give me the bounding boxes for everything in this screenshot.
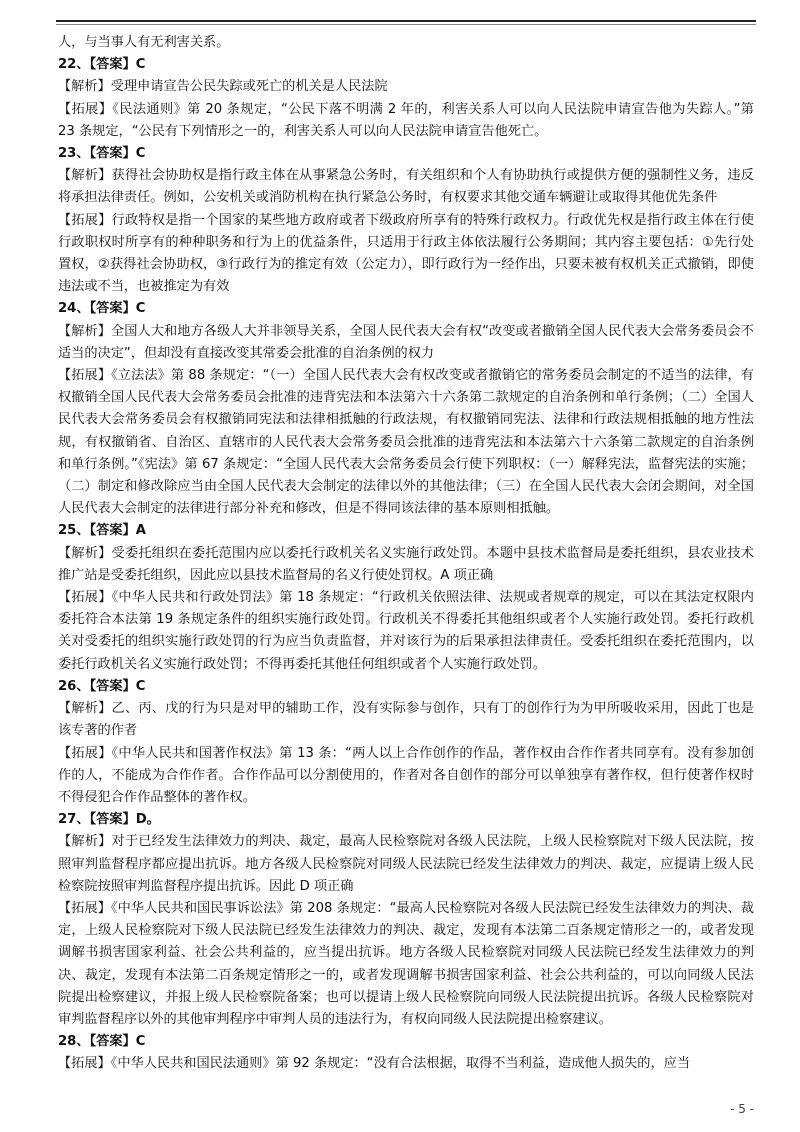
answer-heading: 25、【答案】A	[58, 523, 146, 539]
paragraph: 【解析】获得社会协助权是指行政主体在从事紧急公务时，有关组织和个人有协助执行或提供方便的强制性义务，违反将承担法律责任。例如，公安机关或消防机构在执行紧急公务时，有权要求其他交通车辆避让或取得其他优先条件	[58, 168, 754, 206]
paragraph: 【拓展】《中华人民共和国民事诉讼法》第 208 条规定：“最高人民检察院对各级人民法院已经发生法律效力的判决、裁定，上级人民检察院对下级人民法院已经发生法律效力的判决、裁定，发现有本法第二百条规定情形之一的，或者发现调解书损害国家利益、社会公共利益的，应当提出抗诉。地方各级人民检察院对同级人民法院已经发生法律效力的判决、裁定，发现有本法第二百条规定情形之一的，或者发现调解书损害国家利益、社会公共利益的，可以向同级人民法院提出检察建议，并报上级人民检察院备案；也可以提请上级人民检察院向同级人民法院提出抗诉。各级人民检察院对审判监督程序以外的其他审判程序中审判人员的违法行为，有权向同级人民法院提出检察建议。	[58, 900, 754, 1027]
answer-heading: 26、【答案】C	[58, 678, 146, 694]
paragraph: 【解析】受委托组织在委托范围内应以委托行政机关名义实施行政处罚。本题中县技术监督局是委托组织，县农业技术推广站是受委托组织，因此应以县技术监督局的名义行使处罚权。A 项正确	[58, 545, 754, 583]
answer-heading: 24、【答案】C	[58, 301, 146, 317]
header-rule-thin	[56, 24, 756, 25]
paragraph: 【拓展】《中华人民共和行政处罚法》第 18 条规定：“行政机关依照法律、法规或者规章的规定，可以在其法定权限内委托符合本法第 19 条规定条件的组织实施行政处罚。行政机关不得委托其他组织或者个人实施行政处罚。委托行政机关对受委托的组织实施行政处罚的行为应当负责监督，并对该行为的后果承担法律责任。受委托组织在委托范围内，以委托行政机关名义实施行政处罚；不得再委托其他任何组织或者个人实施行政处罚。	[58, 590, 754, 672]
paragraph: 人，与当事人有无利害关系。	[58, 35, 230, 50]
paragraph: 【解析】乙、丙、戊的行为只是对甲的辅助工作，没有实际参与创作，只有丁的创作行为为甲所吸收采用，因此丁也是该专著的作者	[58, 701, 754, 739]
paragraph: 【拓展】《中华人民共和国著作权法》第 13 条：“两人以上合作创作的作品，著作权由合作作者共同享有。没有参加创作的人，不能成为合作作者。合作作品可以分割使用的，作者对各自创作的部分可以单独享有著作权，但行使著作权时不得侵犯合作作品整体的著作权。	[58, 745, 754, 805]
paragraph: 【拓展】《民法通则》第 20 条规定，“公民下落不明满 2 年的，利害关系人可以向人民法院申请宣告他为失踪人。”第 23 条规定，“公民有下列情形之一的，利害关系人可以向人民法院申请宣告他死亡。	[58, 101, 754, 139]
paragraph: 【解析】受理申请宣告公民失踪或死亡的机关是人民法院	[58, 79, 388, 95]
paragraph: 【解析】对于已经发生法律效力的判决、裁定，最高人民检察院对各级人民法院，上级人民检察院对下级人民法院，按照审判监督程序都应提出抗诉。地方各级人民检察院对同级人民法院已经发生法律效力的判决、裁定，应提请上级人民检察院按照审判监督程序提出抗诉。因此 D 项正确	[58, 834, 754, 894]
answer-heading: 23、【答案】C	[58, 146, 146, 162]
header-rule	[56, 20, 756, 22]
paragraph: 【解析】全国人大和地方各级人大并非领导关系，全国人民代表大会有权“改变或者撤销全国人民代表大会常务委员会不适当的决定”，但却没有直接改变其常委会批准的自治条例的权力	[58, 323, 754, 361]
answer-heading: 28、【答案】C	[58, 1034, 146, 1050]
paragraph: 【拓展】行政特权是指一个国家的某些地方政府或者下级政府所享有的特殊行政权力。行政优先权是指行政主体在行使行政职权时所享有的种种职务和行为上的优益条件，只适用于行政主体依法履行公务期间；其内容主要包括：①先行处置权，②获得社会协助权，③行政行为的推定有效（公定力），即行政行为一经作出，只要未被有权机关正式撤销，即使违法或不当，也被推定为有效	[58, 212, 754, 295]
page-number: - 5 -	[730, 1102, 754, 1116]
paragraph: 【拓展】《立法法》第 88 条规定：“（一）全国人民代表大会有权改变或者撤销它的常务委员会制定的不适当的法律，有权撤销全国人民代表大会常务委员会批准的违背宪法和本法第六十六条第二款规定的自治条例和单行条例；（二）全国人民代表大会常务委员会有权撤销同宪法和法律相抵触的行政法规，有权撤销同宪法、法律和行政法规相抵触的地方性法规，有权撤销省、自治区、直辖市的人民代表大会常务委员会批准的违背宪法和本法第六十六条第二款规定的自治条例和单行条例。”《宪法》第 67 条规定：“全国人民代表大会常务委员会行使下列职权：（一）解释宪法，监督宪法的实施；（二）制定和修改除应当由全国人民代表大会制定的法律以外的其他法律；（三）在全国人民代表大会闭会期间，对全国人民代表大会制定的法律进行部分补充和修改，但是不得同该法律的基本原则相抵触。	[58, 368, 754, 517]
answer-heading: 22、【答案】C	[58, 57, 146, 73]
answer-heading: 27、【答案】D。	[58, 812, 160, 828]
document-body	[58, 32, 754, 1076]
paragraph: 【拓展】《中华人民共和国民法通则》第 92 条规定：“没有合法根据，取得不当利益，造成他人损失的，应当	[58, 1056, 691, 1072]
